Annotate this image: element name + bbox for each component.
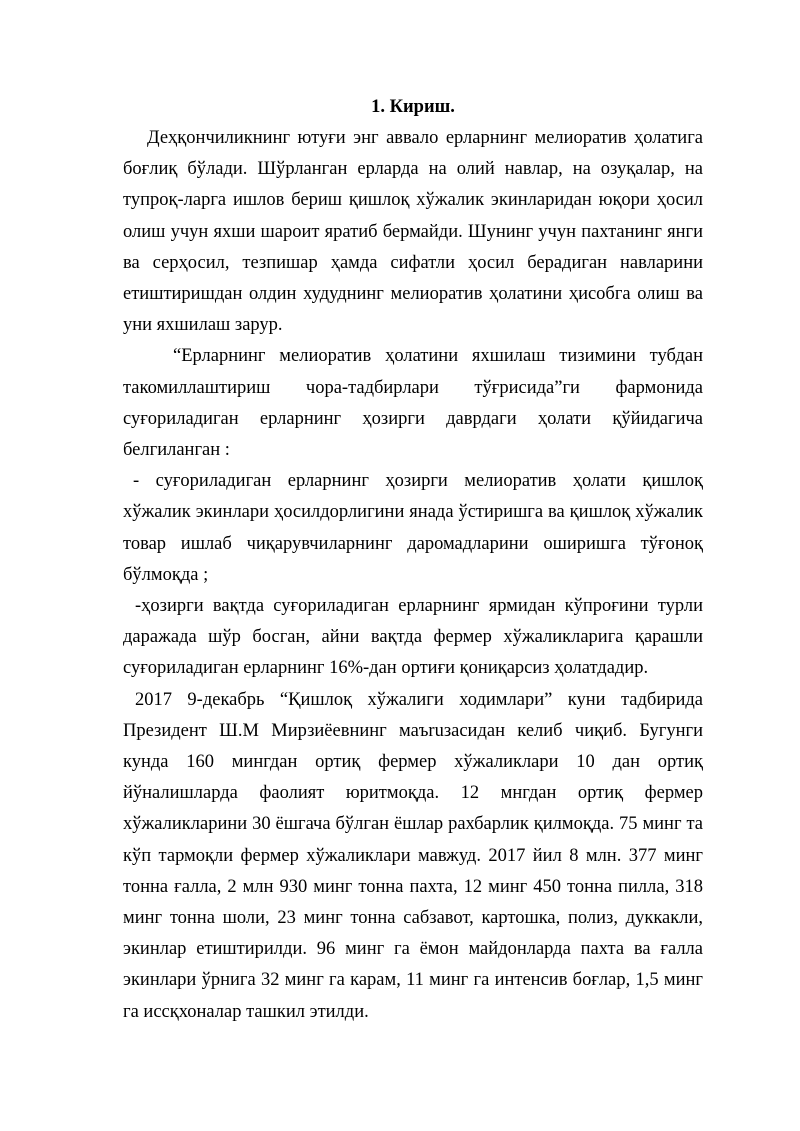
section-heading: 1. Кириш.: [371, 97, 455, 117]
paragraph-intro: Деҳқончиликнинг ютуғи энг аввало ерларнинг мелиоратив ҳолатига боғлиқ бўлади. Шўрланган ерларда на олий навлар, на озуқалар, на тупроқ-ларга ишлов бериш қишлоқ хўжалик экинларидан юқори ҳосил олиш учун яхши шароит яратиб бермайди. Шунинг учун пахтанинг янги ва серҳосил, тезпишар ҳамда сифатли ҳосил берадиган навларини етиштиришдан олдин худуднинг мелиоратив ҳолатини ҳисобга олиш ва уни яхшилаш зарур.: [123, 128, 703, 336]
paragraph-bullet-2: -ҳозирги вақтда суғориладиган ерларнинг ярмидан кўпроғини турли даражада шўр босган, айни вақтда фермер хўжаликларига қарашли суғориладиган ерларнинг 16%-дан ортиғи қониқарсиз ҳолатдадир.: [123, 596, 703, 679]
document-body: [123, 92, 703, 1028]
paragraph-decree: “Ерларнинг мелиоратив ҳолатини яхшилаш тизимини тубдан такомиллаштириш чора-тадбирлари тўғрисида”ги фармонида суғориладиган ерларнинг ҳозирги даврдаги ҳолати қўйидагича белгиланган :: [123, 346, 703, 461]
paragraph-bullet-1: - суғориладиган ерларнинг ҳозирги мелиоратив ҳолати қишлоқ хўжалик экинлари ҳосилдорлигини янада ўстиришга ва қишлоқ хўжалик товар ишлаб чиқарувчиларнинг даромадларини оширишга тўғоноқ бўлмоқда ;: [123, 471, 703, 585]
paragraph-statistics: 2017 9-декабрь “Қишлоқ хўжалиги ходимлари” куни тадбирида Президент Ш.М Мирзиёевнинг маъruзасидан келиб чиқиб. Бугунги кунда 160 мингдан ортиқ фермер хўжаликлари 10 дан ортиқ йўналишларда фаолият юритмоқда. 12 мнгдан ортиқ фермер хўжаликларини 30 ёшгача бўлган ёшлар рахбарлик қилмоқда. 75 минг та кўп тармоқли фермер хўжаликлари мавжуд. 2017 йил 8 млн. 377 минг тонна ғалла, 2 млн 930 минг тонна пахта, 12 минг 450 тонна пилла, 318 минг тонна шоли, 23 минг тонна сабзавот, картошка, полиз, дуккакли, экинлар етиштирилди. 96 минг га ёмон майдонларда пахта ва ғалла экинлари ўрнига 32 минг га карам, 11 минг га интенсив боғлар, 1,5 минг га иссқхоналар ташкил этилди.: [123, 689, 703, 1022]
